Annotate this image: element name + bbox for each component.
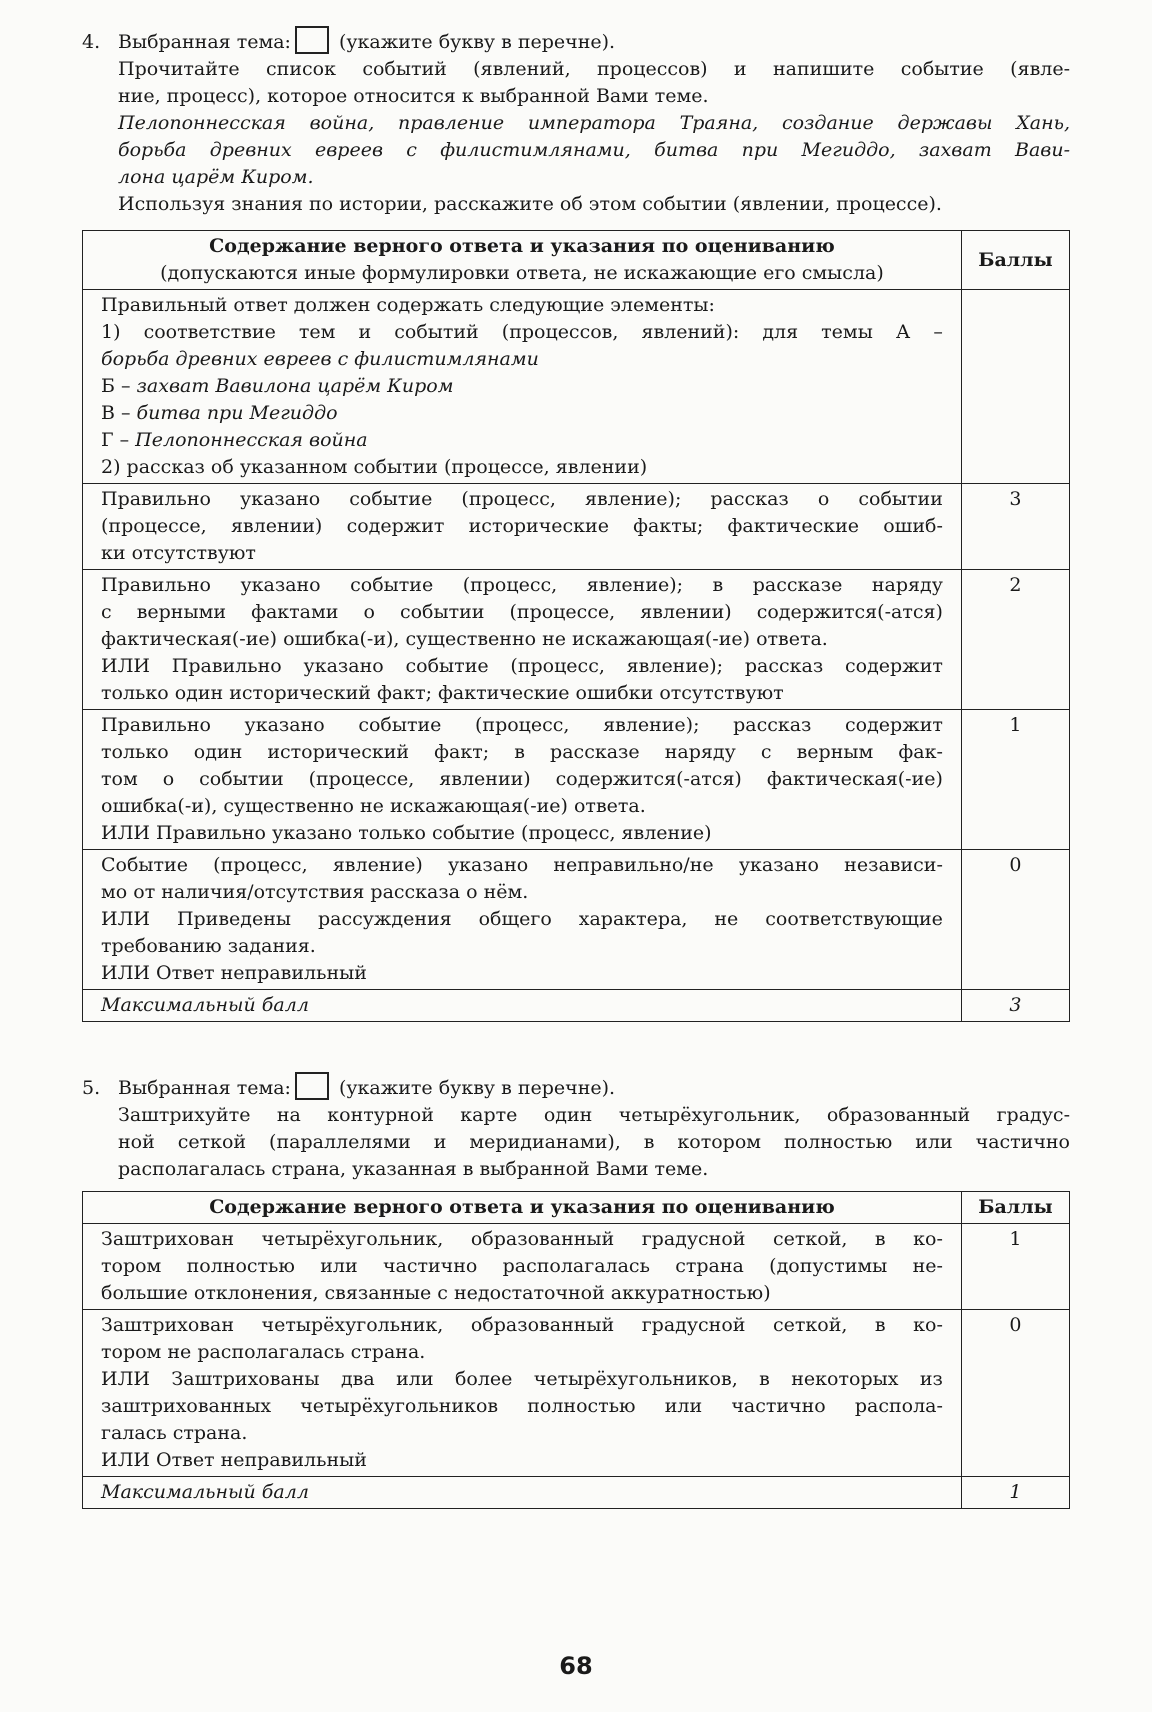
text-line: Правильно указано событие (процесс, явление); в рассказе наряду xyxy=(101,574,943,596)
task-instruction xyxy=(82,1102,1070,1183)
text-line: Используя знания по истории, расскажите об этом событии (явлении, процессе). xyxy=(118,193,942,215)
criterion xyxy=(83,1310,962,1477)
header-content: Содержание верного ответа и указания по оцениванию xyxy=(83,1192,962,1224)
text-line: борьба древних евреев с филистимлянами, битва при Мегиддо, захват Вави- xyxy=(118,139,1070,161)
letter: В – xyxy=(101,402,137,424)
grading-table-4 xyxy=(82,230,1070,1022)
text-line: ной сеткой (параллелями и меридианами), в котором полностью или частично xyxy=(118,1131,1070,1153)
text-line: борьба древних евреев с филистимлянами xyxy=(101,348,539,370)
text-line: мо от наличия/отсутствия рассказа о нём. xyxy=(101,881,529,903)
text-line: только один исторический факт; фактические ошибки отсутствуют xyxy=(101,682,784,704)
header-points: Баллы xyxy=(961,1192,1069,1224)
points-cell: 1 xyxy=(961,710,1069,850)
text-line: только один исторический факт; в рассказе наряду с верным фак- xyxy=(101,741,943,763)
header-note: (допускаются иные формулировки ответа, не искажающие его смысла) xyxy=(160,262,884,284)
text-line: ошибка(-и), существенно не искажающая(-ие) ответа. xyxy=(101,795,646,817)
table-row xyxy=(83,570,1070,710)
letter: Г – xyxy=(101,429,136,451)
task-lead: Выбранная тема: xyxy=(118,1077,291,1099)
text-line: ние, процесс), которое относится к выбранной Вами теме. xyxy=(118,85,709,107)
criterion xyxy=(83,710,962,850)
header-title: Содержание верного ответа и указания по оцениванию xyxy=(209,235,835,257)
answer-box[interactable] xyxy=(295,1072,329,1100)
text-line: тором полностью или частично располагалась страна (допустимы не- xyxy=(101,1255,943,1277)
grading-table-5 xyxy=(82,1191,1070,1509)
points-cell: 3 xyxy=(961,484,1069,570)
points-cell: 1 xyxy=(961,1224,1069,1310)
text-line: 1) соответствие тем и событий (процессов, явлений): для темы А – xyxy=(101,321,943,343)
text-line: галась страна. xyxy=(101,1422,248,1444)
max-score-label: Максимальный балл xyxy=(83,990,962,1022)
text-line: Прочитайте список событий (явлений, процессов) и напишите событие (явле- xyxy=(118,58,1070,80)
max-score-row xyxy=(83,990,1070,1022)
criterion xyxy=(83,1224,962,1310)
task-hint: (укажите букву в перечне). xyxy=(338,31,616,53)
points-cell: 2 xyxy=(961,570,1069,710)
text-line: битва при Мегиддо xyxy=(136,402,338,424)
text-line: Событие (процесс, явление) указано неправильно/не указано независи- xyxy=(101,854,943,876)
text-line: требованию задания. xyxy=(101,935,316,957)
task-4 xyxy=(82,26,1070,218)
task-question xyxy=(82,191,1070,218)
text-line: располагалась страна, указанная в выбранной Вами теме. xyxy=(118,1158,709,1180)
text-line: Заштрихован четырёхугольник, образованный градусной сеткой, в ко- xyxy=(101,1314,943,1336)
text-line: с верными фактами о событии (процессе, явлении) содержится(-атся) xyxy=(101,601,943,623)
task-hint: (укажите букву в перечне). xyxy=(338,1077,616,1099)
points-cell: 0 xyxy=(961,850,1069,990)
table-header xyxy=(83,231,1070,290)
page-number: 68 xyxy=(559,1652,593,1680)
text-line: Правильный ответ должен содержать следующие элементы: xyxy=(101,294,715,316)
max-score-row xyxy=(83,1477,1070,1509)
text-line: Правильно указано событие (процесс, явление); рассказ о событии xyxy=(101,488,943,510)
text-line: большие отклонения, связанные с недостаточной аккуратностью) xyxy=(101,1282,771,1304)
text-line: Заштрихован четырёхугольник, образованный градусной сеткой, в ко- xyxy=(101,1228,943,1250)
table-row xyxy=(83,290,1070,484)
letter: Б – xyxy=(101,375,137,397)
text-line: заштрихованных четырёхугольников полностью или частично распола- xyxy=(101,1395,943,1417)
text-line: Правильно указано событие (процесс, явление); рассказ содержит xyxy=(101,714,943,736)
task-number: 4. xyxy=(82,31,101,53)
task-number: 5. xyxy=(82,1077,101,1099)
text-line: ИЛИ Приведены рассуждения общего характера, не соответствующие xyxy=(101,908,943,930)
table-row xyxy=(83,1310,1070,1477)
text-line: Пелопоннесская война, правление императора Траяна, создание державы Хань, xyxy=(118,112,1070,134)
text-line: лона царём Киром. xyxy=(118,166,314,188)
task-5 xyxy=(82,1072,1070,1183)
criterion xyxy=(83,484,962,570)
table-header xyxy=(83,1192,1070,1224)
table-row xyxy=(83,850,1070,990)
event-list xyxy=(82,110,1070,191)
text-line: 2) рассказ об указанном событии (процессе, явлении) xyxy=(101,456,648,478)
table-row xyxy=(83,710,1070,850)
text-line: Заштрихуйте на контурной карте один четырёхугольник, образованный градус- xyxy=(118,1104,1070,1126)
text-line: ки отсутствуют xyxy=(101,542,256,564)
table-row xyxy=(83,484,1070,570)
criterion xyxy=(83,850,962,990)
task-lead: Выбранная тема: xyxy=(118,31,291,53)
points-cell xyxy=(961,290,1069,484)
text-line: ИЛИ Ответ неправильный xyxy=(101,962,367,984)
answer-box[interactable] xyxy=(295,26,329,54)
text-line: фактическая(-ие) ошибка(-и), существенно не искажающая(-ие) ответа. xyxy=(101,628,828,650)
max-score-value: 3 xyxy=(961,990,1069,1022)
text-line: (процессе, явлении) содержит исторические факты; фактические ошиб- xyxy=(101,515,943,537)
task-instruction xyxy=(82,56,1070,110)
text-line: ИЛИ Заштрихованы два или более четырёхугольников, в некоторых из xyxy=(101,1368,943,1390)
header-content xyxy=(83,231,962,290)
max-score-label: Максимальный балл xyxy=(83,1477,962,1509)
text-line: Пелопоннесская война xyxy=(135,429,368,451)
table-row xyxy=(83,1224,1070,1310)
text-line: том о событии (процессе, явлении) содержится(-атся) фактическая(-ие) xyxy=(101,768,943,790)
text-line: тором не располагалась страна. xyxy=(101,1341,426,1363)
text-line: захват Вавилона царём Киром xyxy=(136,375,454,397)
max-score-value: 1 xyxy=(961,1477,1069,1509)
header-points: Баллы xyxy=(961,231,1069,290)
text-line: ИЛИ Правильно указано событие (процесс, явление); рассказ содержит xyxy=(101,655,943,677)
text-line: ИЛИ Ответ неправильный xyxy=(101,1449,367,1471)
answer-key xyxy=(83,290,962,484)
criterion xyxy=(83,570,962,710)
points-cell: 0 xyxy=(961,1310,1069,1477)
text-line: ИЛИ Правильно указано только событие (процесс, явление) xyxy=(101,822,712,844)
